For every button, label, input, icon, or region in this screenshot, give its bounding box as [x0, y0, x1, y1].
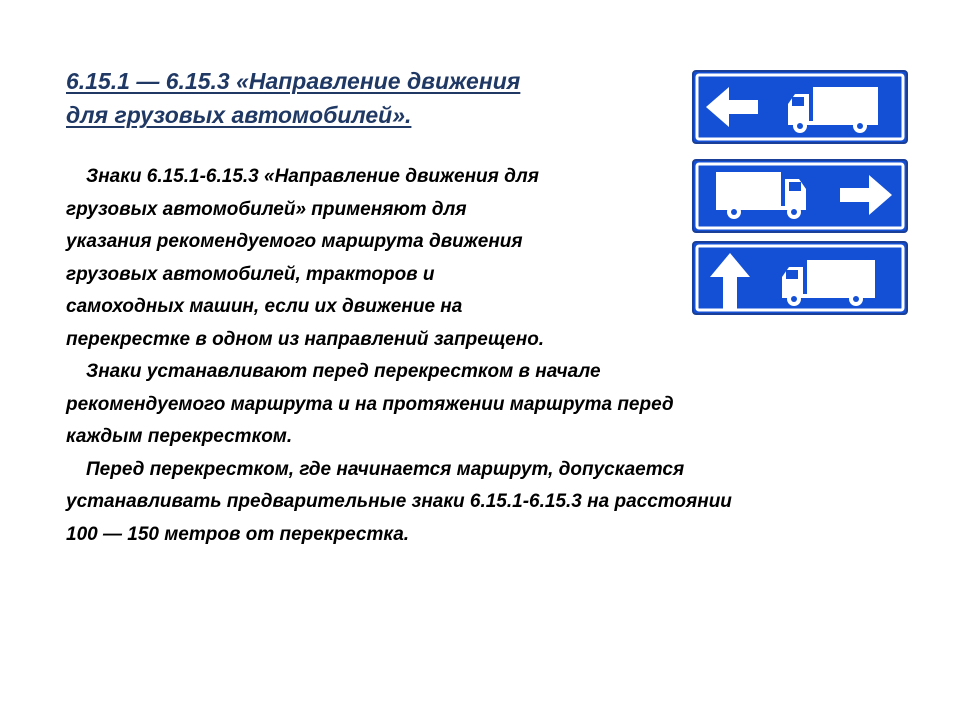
- sign-6-15-3: [692, 241, 908, 315]
- paragraph-2-line: Знаки устанавливают перед перекрестком в начале: [86, 361, 601, 382]
- paragraph-3-line: устанавливать предварительные знаки 6.15.1-6.15.3 на расстоянии: [66, 491, 732, 512]
- paragraph-1-line: перекрестке в одном из направлений запрещено.: [66, 328, 545, 350]
- title-line: для грузовых автомобилей».: [66, 102, 412, 128]
- paragraph-3-line: Перед перекрестком, где начинается маршрут, допускается: [86, 458, 685, 480]
- paragraph-1-line: грузовых автомобилей» применяют для: [66, 198, 467, 220]
- slide-title: [66, 64, 666, 132]
- title-line: 6.15.1 — 6.15.3 «Направление движения: [66, 68, 521, 94]
- sign-6-15-2: [692, 159, 908, 233]
- sign-6-15-1: [692, 70, 908, 144]
- paragraph-1-line: грузовых автомобилей, тракторов и: [66, 263, 435, 285]
- paragraph-1-line: самоходных машин, если их движение на: [66, 296, 463, 317]
- paragraph-1-line: Знаки 6.15.1-6.15.3 «Направление движения для: [86, 166, 539, 187]
- paragraph-3-line: 100 — 150 метров от перекрестка.: [66, 523, 410, 545]
- paragraph-1-line: указания рекомендуемого маршрута движения: [66, 231, 523, 252]
- paragraph-2-line: каждым перекрестком.: [66, 426, 293, 447]
- paragraph-2-line: рекомендуемого маршрута и на протяжении маршрута перед: [66, 393, 674, 415]
